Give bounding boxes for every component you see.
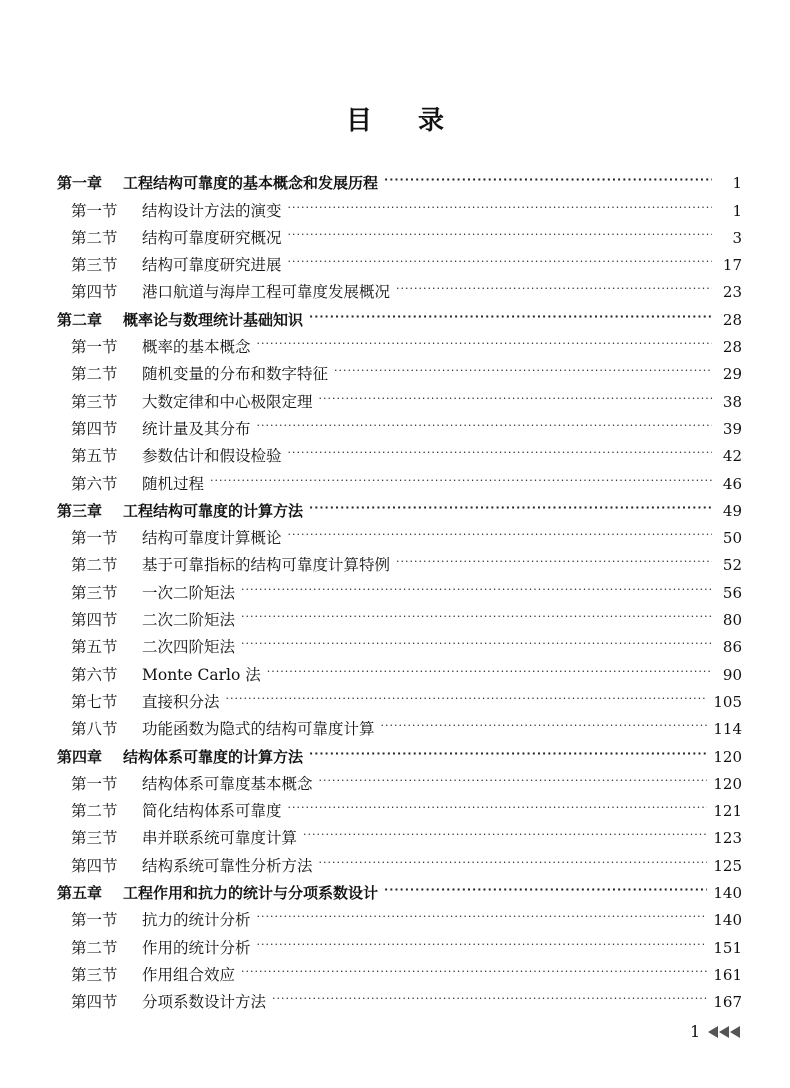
page-title: [0, 100, 790, 137]
page-ref: 140: [713, 911, 742, 930]
section-number: 第三节: [71, 256, 118, 275]
section-number: 第二节: [71, 802, 118, 821]
dot-leader: [210, 472, 712, 490]
section-number: 第七节: [71, 692, 118, 711]
page-ref: 120: [713, 747, 742, 766]
chapter-number: 第四章: [57, 747, 103, 766]
section-number: 第四节: [71, 419, 118, 438]
toc-section-row: [57, 383, 742, 410]
section-number: 第一节: [71, 911, 118, 930]
page-ref: 39: [722, 419, 742, 438]
dot-leader: [384, 881, 707, 899]
dot-leader: [288, 799, 708, 817]
chapter-number: 第一章: [57, 174, 103, 193]
section-title: 随机过程: [142, 474, 205, 493]
toc-section-row: [57, 274, 742, 301]
section-title: 统计量及其分布: [142, 419, 251, 438]
page-ref: 23: [722, 283, 742, 302]
page-ref: 56: [722, 583, 742, 602]
section-title: 二次四阶矩法: [142, 638, 236, 657]
section-number: 第四节: [71, 611, 118, 630]
section-title: Monte Carlo 法: [142, 665, 261, 684]
page-ref: 46: [722, 474, 742, 493]
chapter-number: 第五章: [57, 884, 103, 903]
section-number: 第三节: [71, 392, 118, 411]
page-ref: 3: [732, 228, 742, 247]
section-title: 作用组合效应: [142, 965, 236, 984]
dot-leader: [384, 171, 712, 189]
page-ref: 86: [722, 638, 742, 657]
toc-chapter-row: [57, 738, 742, 765]
dot-leader: [319, 772, 708, 790]
title-char-1: 目: [345, 106, 372, 136]
section-number: 第三节: [71, 583, 118, 602]
dot-leader: [288, 199, 712, 217]
section-title: 一次二阶矩法: [142, 583, 236, 602]
page-ref: 161: [713, 965, 742, 984]
page-ref: 151: [713, 938, 742, 957]
dot-leader: [257, 908, 708, 926]
toc-section-row: [57, 711, 742, 738]
section-title: 简化结构体系可靠度: [142, 802, 282, 821]
chapter-title: 工程结构可靠度的基本概念和发展历程: [123, 174, 379, 193]
page-ref: 90: [722, 665, 742, 684]
section-title: 基于可靠指标的结构可靠度计算特例: [142, 556, 391, 575]
dot-leader: [303, 826, 707, 844]
page-ref: 28: [722, 310, 742, 329]
section-title: 概率的基本概念: [142, 338, 251, 357]
section-number: 第四节: [71, 993, 118, 1012]
page-ref: 140: [713, 884, 742, 903]
page-ref: 80: [722, 611, 742, 630]
section-number: 第三节: [71, 965, 118, 984]
toc-section-row: [57, 957, 742, 984]
toc-section-row: [57, 356, 742, 383]
toc-chapter-row: [57, 165, 742, 192]
page-ref: 50: [722, 529, 742, 548]
triple-left-arrow-icon: [708, 1026, 741, 1038]
toc-section-row: [57, 520, 742, 547]
chapter-title: 结构体系可靠度的计算方法: [123, 747, 304, 766]
section-title: 作用的统计分析: [142, 938, 251, 957]
toc-chapter-row: [57, 493, 742, 520]
toc-section-row: [57, 847, 742, 874]
toc-section-row: [57, 220, 742, 247]
dot-leader: [309, 745, 707, 763]
table-of-contents: [57, 165, 742, 1011]
chapter-title: 概率论与数理统计基础知识: [123, 310, 304, 329]
toc-section-row: [57, 192, 742, 219]
toc-section-row: [57, 684, 742, 711]
toc-section-row: [57, 766, 742, 793]
dot-leader: [319, 854, 708, 872]
dot-leader: [257, 936, 708, 954]
section-number: 第三节: [71, 829, 118, 848]
dot-leader: [288, 444, 712, 462]
section-number: 第一节: [71, 529, 118, 548]
dot-leader: [381, 717, 708, 735]
page-ref: 29: [722, 365, 742, 384]
section-title: 抗力的统计分析: [142, 911, 251, 930]
section-number: 第二节: [71, 938, 118, 957]
page-ref: 120: [713, 774, 742, 793]
section-number: 第六节: [71, 474, 118, 493]
section-title: 直接积分法: [142, 692, 220, 711]
page-ref: 52: [722, 556, 742, 575]
section-title: 参数估计和假设检验: [142, 447, 282, 466]
toc-chapter-row: [57, 301, 742, 328]
page-ref: 1: [732, 174, 742, 193]
dot-leader: [288, 253, 712, 271]
section-title: 功能函数为隐式的结构可靠度计算: [142, 720, 375, 739]
dot-leader: [288, 226, 712, 244]
section-number: 第五节: [71, 638, 118, 657]
dot-leader: [267, 663, 712, 681]
section-title: 随机变量的分布和数字特征: [142, 365, 329, 384]
section-title: 结构设计方法的演变: [142, 201, 282, 220]
page-ref: 28: [722, 338, 742, 357]
chapter-title: 工程作用和抗力的统计与分项系数设计: [123, 884, 379, 903]
toc-section-row: [57, 411, 742, 438]
toc-section-row: [57, 929, 742, 956]
page-number: 1: [690, 1022, 701, 1041]
section-title: 分项系数设计方法: [142, 993, 267, 1012]
toc-chapter-row: [57, 875, 742, 902]
section-number: 第四节: [71, 283, 118, 302]
section-number: 第二节: [71, 365, 118, 384]
page-ref: 123: [713, 829, 742, 848]
page-ref: 121: [713, 802, 742, 821]
section-number: 第一节: [71, 338, 118, 357]
toc-section-row: [57, 602, 742, 629]
page-ref: 105: [713, 692, 742, 711]
toc-section-row: [57, 984, 742, 1011]
chapter-number: 第三章: [57, 501, 103, 520]
section-title: 结构可靠度研究概况: [142, 228, 282, 247]
section-number: 第八节: [71, 720, 118, 739]
toc-section-row: [57, 629, 742, 656]
toc-section-row: [57, 438, 742, 465]
dot-leader: [334, 362, 712, 380]
dot-leader: [309, 308, 712, 326]
section-title: 港口航道与海岸工程可靠度发展概况: [142, 283, 391, 302]
toc-section-row: [57, 793, 742, 820]
section-number: 第六节: [71, 665, 118, 684]
toc-section-row: [57, 656, 742, 683]
page-ref: 167: [713, 993, 742, 1012]
section-title: 结构系统可靠性分析方法: [142, 856, 313, 875]
page-ref: 1: [732, 201, 742, 220]
dot-leader: [396, 553, 712, 571]
section-number: 第五节: [71, 447, 118, 466]
dot-leader: [226, 690, 708, 708]
page-ref: 42: [722, 447, 742, 466]
section-number: 第二节: [71, 228, 118, 247]
toc-section-row: [57, 547, 742, 574]
chapter-title: 工程结构可靠度的计算方法: [123, 501, 304, 520]
page-ref: 125: [713, 856, 742, 875]
chapter-number: 第二章: [57, 310, 103, 329]
toc-section-row: [57, 820, 742, 847]
dot-leader: [396, 280, 712, 298]
section-title: 结构体系可靠度基本概念: [142, 774, 313, 793]
dot-leader: [309, 499, 712, 517]
section-number: 第一节: [71, 774, 118, 793]
section-number: 第一节: [71, 201, 118, 220]
section-title: 二次二阶矩法: [142, 611, 236, 630]
toc-section-row: [57, 329, 742, 356]
section-title: 串并联系统可靠度计算: [142, 829, 298, 848]
section-number: 第四节: [71, 856, 118, 875]
section-number: 第二节: [71, 556, 118, 575]
page-ref: 38: [722, 392, 742, 411]
dot-leader: [319, 390, 712, 408]
section-title: 结构可靠度研究进展: [142, 256, 282, 275]
dot-leader: [288, 526, 712, 544]
section-title: 结构可靠度计算概论: [142, 529, 282, 548]
dot-leader: [241, 963, 707, 981]
toc-section-row: [57, 574, 742, 601]
toc-section-row: [57, 247, 742, 274]
dot-leader: [272, 990, 707, 1008]
page-ref: 114: [713, 720, 742, 739]
section-title: 大数定律和中心极限定理: [142, 392, 313, 411]
title-char-2: 录: [418, 106, 445, 136]
page-ref: 17: [722, 256, 742, 275]
dot-leader: [257, 335, 712, 353]
page-ref: 49: [722, 501, 742, 520]
toc-section-row: [57, 902, 742, 929]
page-footer: [690, 1022, 741, 1041]
dot-leader: [241, 608, 712, 626]
dot-leader: [257, 417, 712, 435]
dot-leader: [241, 581, 712, 599]
dot-leader: [241, 635, 712, 653]
toc-section-row: [57, 465, 742, 492]
